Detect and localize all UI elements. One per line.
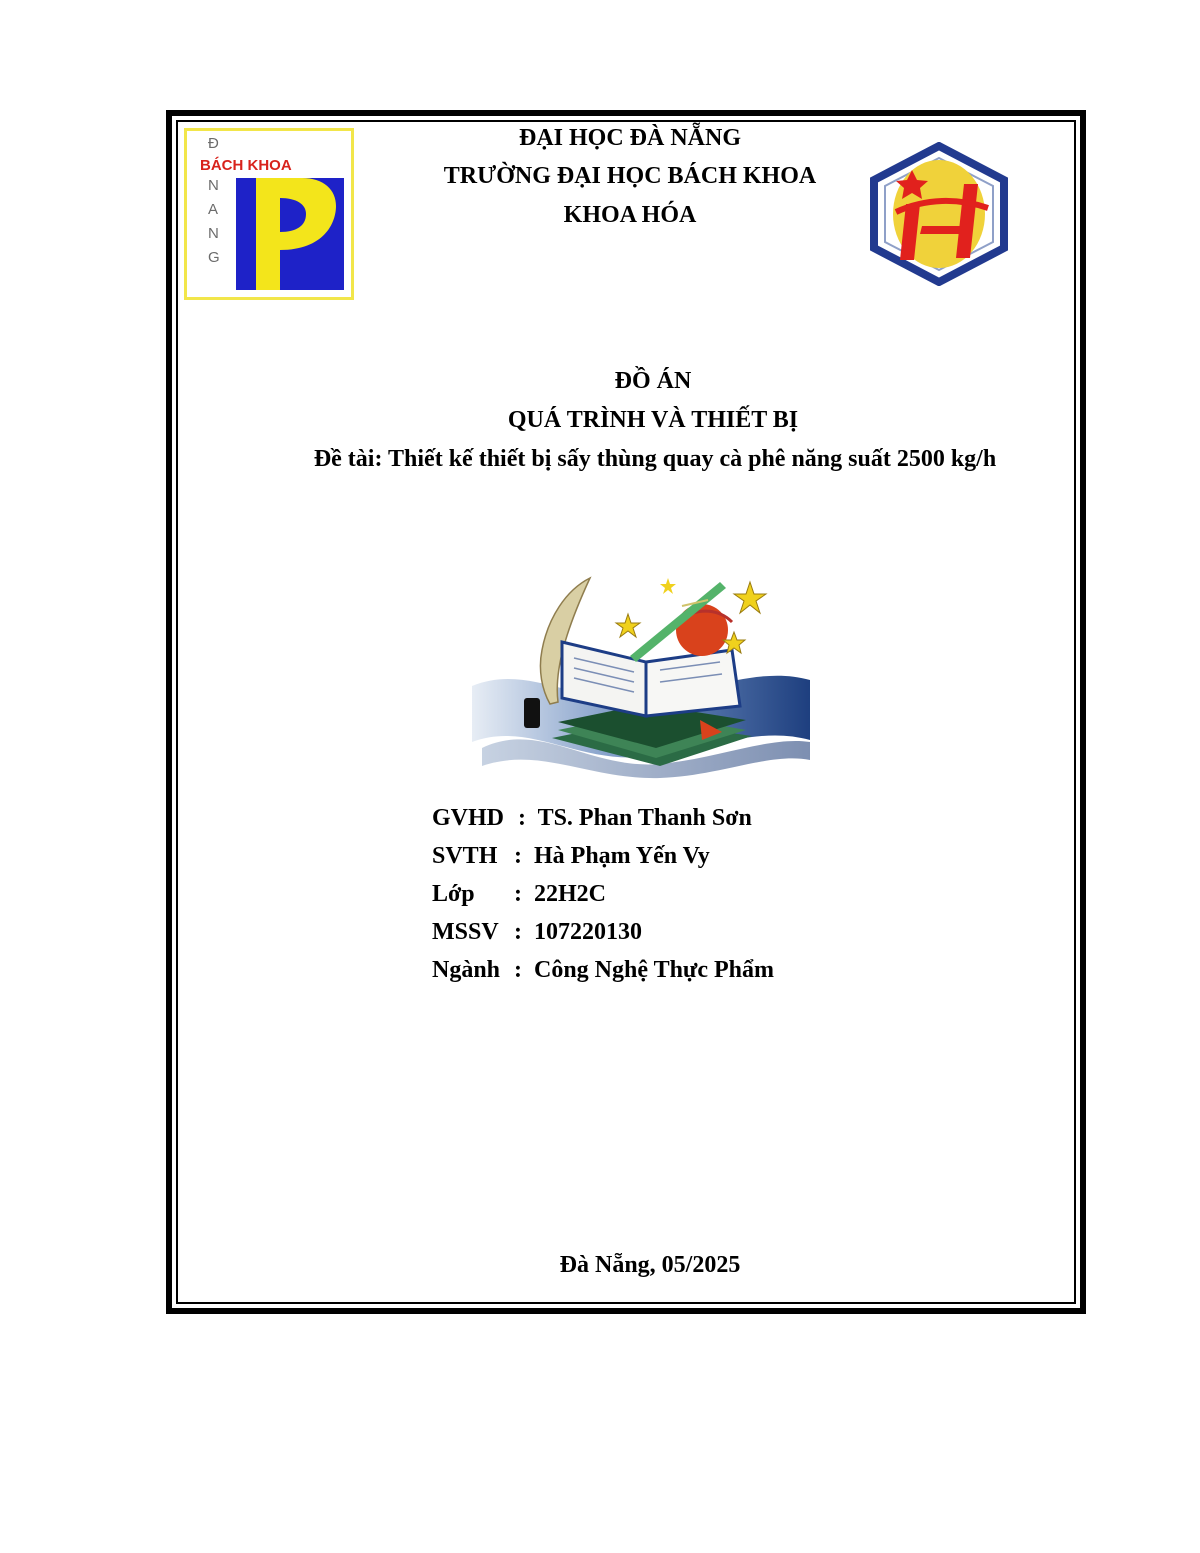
info-separator: :	[514, 919, 522, 945]
logo-letter: Đ	[208, 135, 219, 152]
topic-label: Đề tài:	[313, 446, 383, 472]
info-label: Ngành	[432, 957, 501, 983]
info-label: MSSV	[432, 919, 499, 945]
school-name: TRƯỜNG ĐẠI HỌC BÁCH KHOA	[443, 163, 817, 189]
student-info	[432, 802, 774, 992]
university-name: ĐẠI HỌC ĐÀ NẴNG	[519, 125, 741, 151]
info-label: GVHD	[432, 805, 504, 831]
place-date: Đà Nẵng, 05/2025	[559, 1252, 741, 1278]
info-value: Công Nghệ Thực Phẩm	[534, 957, 774, 983]
info-row-gvhd	[432, 802, 774, 840]
faculty-name: KHOA HÓA	[563, 202, 697, 228]
info-value: 22H2C	[534, 881, 606, 907]
info-separator: :	[514, 881, 522, 907]
book-quill-stars-illustration	[470, 570, 812, 780]
info-separator: :	[514, 843, 522, 869]
info-row-svth	[432, 840, 774, 878]
document-type: ĐỒ ÁN	[614, 368, 692, 394]
info-label: Lớp	[432, 881, 475, 907]
topic-text: Thiết kế thiết bị sấy thùng quay cà phê năng suất 2500 kg/h	[388, 446, 997, 472]
faculty-emblem-icon	[866, 142, 1012, 286]
logo-letter: N	[208, 177, 219, 194]
info-value: Hà Phạm Yến Vy	[534, 843, 710, 869]
document-subject: QUÁ TRÌNH VÀ THIẾT BỊ	[507, 407, 799, 433]
info-value: 107220130	[534, 919, 642, 945]
info-separator: :	[518, 805, 526, 831]
info-label: SVTH	[432, 843, 498, 869]
info-separator: :	[514, 957, 522, 983]
document-topic	[230, 444, 1080, 474]
bach-khoa-logo	[184, 128, 354, 300]
info-row-mssv	[432, 916, 774, 954]
info-row-lop	[432, 878, 774, 916]
logo-wordmark: BÁCH KHOA	[200, 157, 292, 174]
info-row-nganh	[432, 954, 774, 992]
logo-letter: N	[208, 225, 219, 242]
logo-letter: A	[208, 201, 219, 218]
info-value: TS. Phan Thanh Sơn	[537, 805, 752, 831]
logo-letter: G	[208, 249, 220, 266]
